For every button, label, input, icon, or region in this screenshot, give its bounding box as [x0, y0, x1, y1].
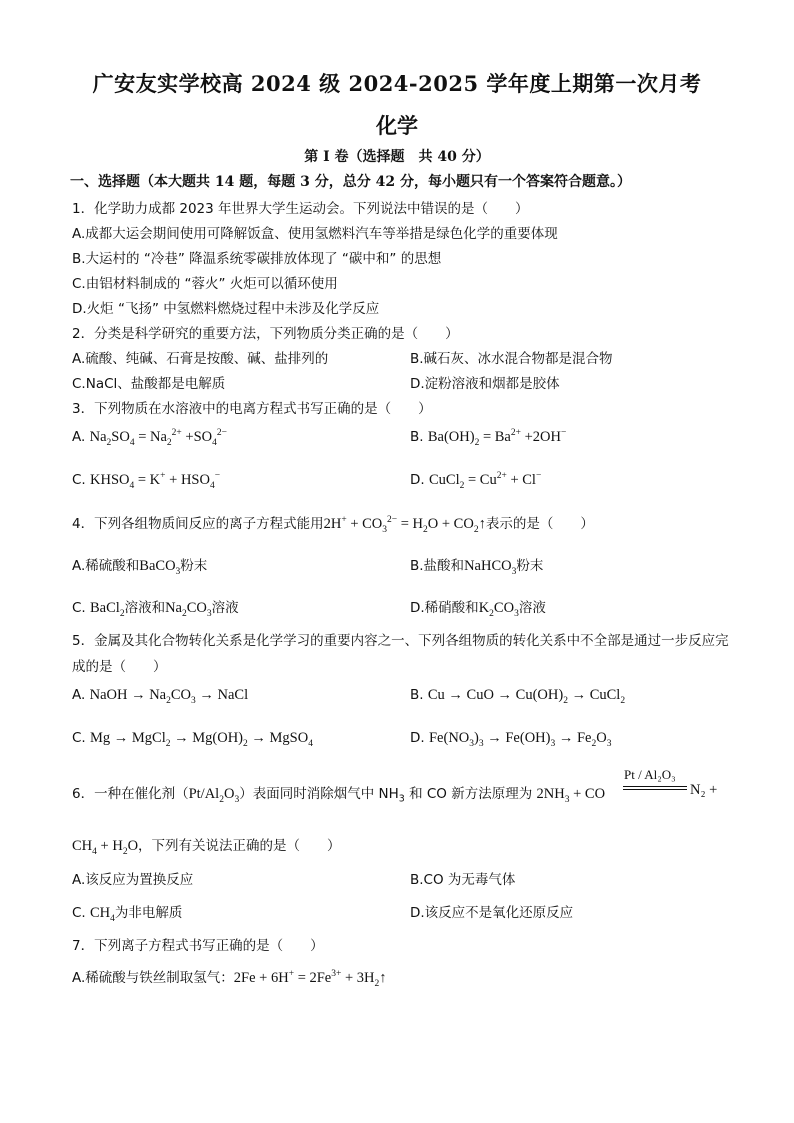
- question-2-option-d: D.淀粉溶液和烟都是胶体: [410, 376, 560, 392]
- question-3-option-c: C. $KHSO_4 = K^+ + HSO_4^-$: [72, 471, 221, 491]
- question-1-option-a: A.成都大运会期间使用可降解饭盒、使用氢燃料汽车等举措是绿色化学的重要体现: [72, 226, 558, 242]
- question-5-option-c: C. Mg → MgCl$_2$ → $Mg(OH)_2$ → MgSO$_4$: [72, 730, 313, 749]
- question-2-option-b: B.碱石灰、冰水混合物都是混合物: [410, 351, 613, 367]
- question-4-option-b: B.盐酸和NaHCO$_3$粉末: [410, 558, 544, 577]
- question-5-option-b: B. Cu → CuO → $Cu(OH)_2$ → CuCl$_2$: [410, 687, 626, 706]
- question-4-option-c: C. BaCl$_2$溶液和$Na_2CO_3$溶液: [72, 600, 239, 619]
- question-2-option-a: A.硫酸、纯碱、石膏是按酸、碱、盐排列的: [72, 351, 329, 367]
- question-6-option-a: A.该反应为置换反应: [72, 872, 194, 888]
- question-3-option-a: A. $Na_2SO_4 = Na_2^{2+} +SO_4^{2-}$: [72, 428, 227, 448]
- question-6-option-b: B.CO 为无毒气体: [410, 872, 516, 888]
- question-6-option-c: C. $CH_4$为非电解质: [72, 905, 183, 924]
- question-3-option-b: B. $Ba(OH)_2 = Ba^{2+} +2OH^-$: [410, 428, 567, 448]
- question-6-option-d: D.该反应不是氧化还原反应: [410, 905, 574, 921]
- question-3-option-d: D. CuCl$_2$ = $Cu^{2+} + Cl^-$: [410, 471, 542, 491]
- volume-heading: 第 I 卷（选择题 共 40 分）: [304, 149, 490, 165]
- question-5-option-d: D. $Fe(NO_3)_3 \to Fe(OH)_3 \to Fe_2O_3$: [410, 730, 612, 749]
- question-6-product: N₂ +: [690, 782, 718, 798]
- question-6-stem: 6．一种在催化剂$(Pt/Al_2O_3)$表面同时消除烟气中 $NH_3$ 和 CO 新方法原理为 $2NH_3$ + CO: [72, 786, 606, 805]
- subject-title: 化学: [376, 113, 418, 138]
- section-heading: 一、选择题（本大题共 14 题，每题 3 分，总分 42 分，每小题只有一个答案符合题意。）: [70, 174, 631, 190]
- question-2-option-c: C.NaCl、盐酸都是电解质: [72, 376, 226, 392]
- question-1-option-d: D.火炬 “飞扬” 中氢燃料燃烧过程中未涉及化学反应: [72, 301, 380, 317]
- exam-title: 广安友实学校高 2024 级 2024-2025 学年度上期第一次月考: [92, 71, 702, 96]
- question-2-stem: 2．分类是科学研究的重要方法，下列物质分类正确的是（ ）: [72, 326, 459, 342]
- question-1-option-b: B.大运村的 “冷巷” 降温系统零碳排放体现了 “碳中和” 的思想: [72, 251, 442, 267]
- catalyst-label: Pt / Al₂O₃: [624, 767, 676, 782]
- question-3-stem: 3．下列物质在水溶液中的电离方程式书写正确的是（ ）: [72, 401, 432, 417]
- question-7-stem: 7．下列离子方程式书写正确的是（ ）: [72, 938, 324, 954]
- question-1-stem: 1．化学助力成都 2023 年世界大学生运动会。下列说法中错误的是（ ）: [72, 201, 529, 217]
- question-4-option-a: A.稀硫酸和BaCO$_3$粉末: [72, 558, 208, 577]
- question-4-option-d: D.稀硝酸和$K_2CO_3$溶液: [410, 600, 546, 619]
- question-7-option-a: A.稀硫酸与铁丝制取氢气：$2Fe + 6H^+ = 2Fe^{3+}$ + $3H_2↑$: [72, 969, 387, 989]
- question-5-stem: 5．金属及其化合物转化关系是化学学习的重要内容之一、下列各组物质的转化关系中不全部是通过一步反应完成的是（ ）: [72, 633, 729, 675]
- question-5-option-a: A. NaOH → $Na_2CO_3$ → NaCl: [72, 687, 249, 706]
- question-6-stem-line2: $CH_4 + H_2O$，下列有关说法正确的是（ ）: [72, 838, 341, 857]
- reaction-double-line: [623, 786, 687, 790]
- question-1-option-c: C.由铝材料制成的 “蓉火” 火炬可以循环使用: [72, 276, 338, 292]
- question-4-stem: 4．下列各组物质间反应的离子方程式能用$2H^+ + CO_3^{2-} = H_2O$ + $CO_2↑$表示的是（ ）: [72, 515, 594, 535]
